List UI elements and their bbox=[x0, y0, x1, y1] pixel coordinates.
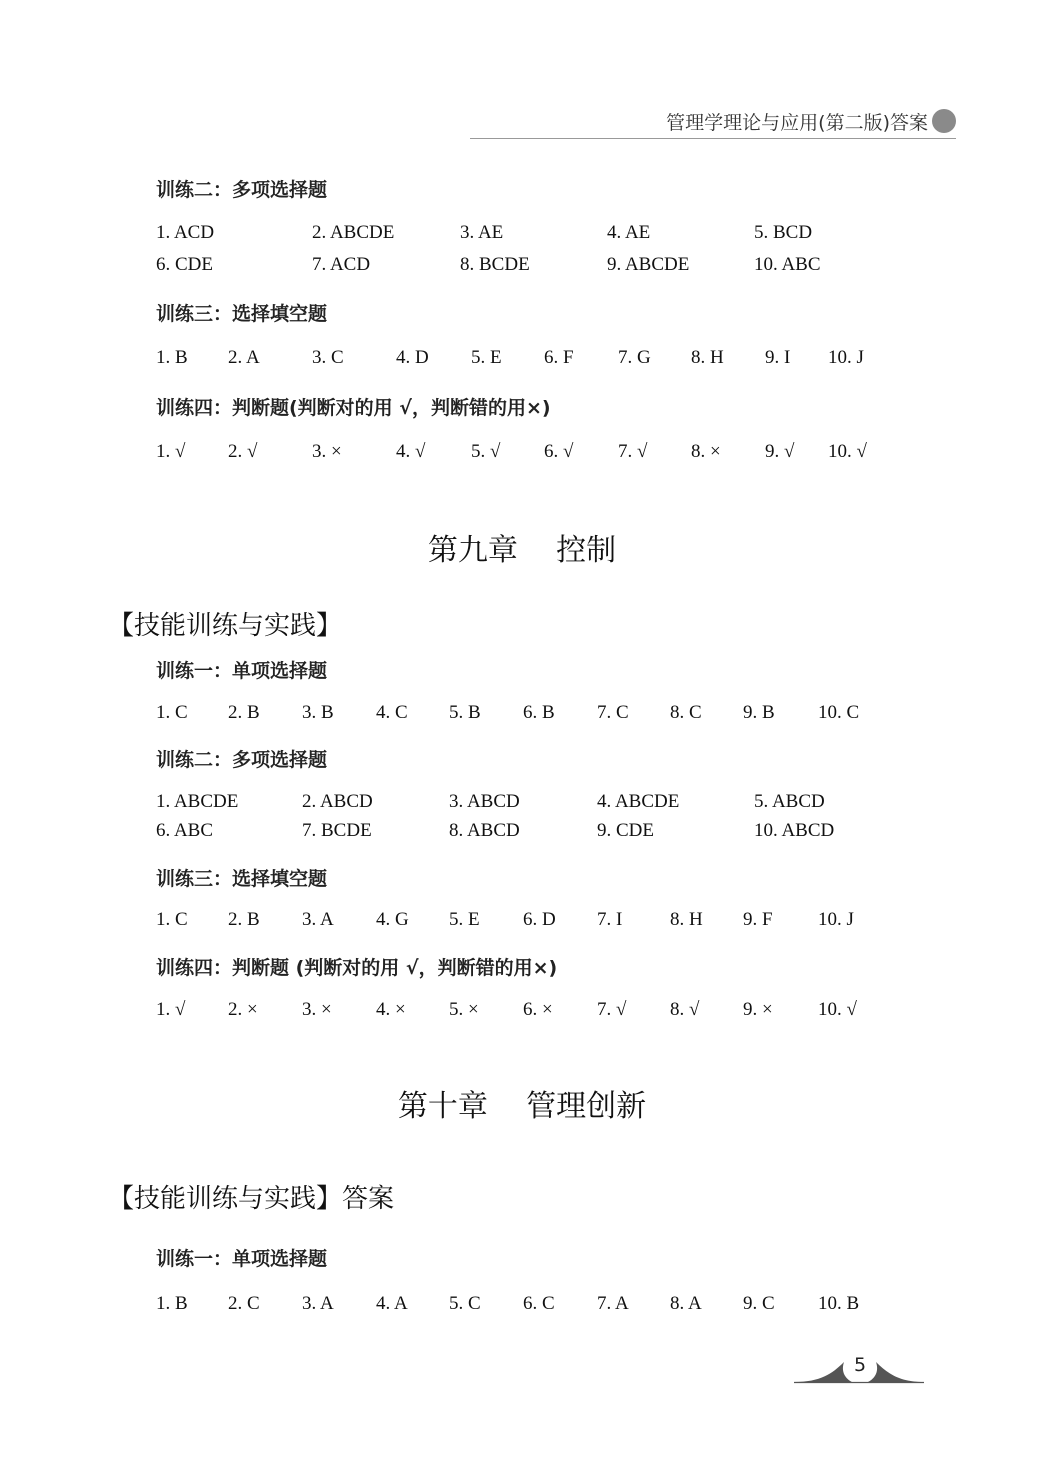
answer: 1. √ bbox=[156, 999, 186, 1020]
answer: 2. ABCDE bbox=[312, 222, 395, 243]
header-dot-icon bbox=[932, 109, 956, 133]
answer: 8. × bbox=[691, 441, 721, 462]
answer: 2. C bbox=[228, 1293, 260, 1314]
answer: 5. B bbox=[449, 702, 481, 723]
answer: 4. A bbox=[376, 1293, 408, 1314]
answer: 7. I bbox=[597, 909, 623, 930]
answer: 8. C bbox=[670, 702, 702, 723]
answer: 3. C bbox=[312, 347, 344, 368]
answer: 5. E bbox=[471, 347, 502, 368]
answer: 1. B bbox=[156, 347, 188, 368]
answer: 1. ABCDE bbox=[156, 791, 239, 812]
answer: 4. ABCDE bbox=[597, 791, 680, 812]
answer: 9. I bbox=[765, 347, 791, 368]
answer: 4. × bbox=[376, 999, 406, 1020]
answer: 4. D bbox=[396, 347, 429, 368]
answer: 9. ABCDE bbox=[607, 254, 690, 275]
answer: 8. ABCD bbox=[449, 820, 520, 841]
answer: 10. B bbox=[818, 1293, 860, 1314]
answer: 9. F bbox=[743, 909, 773, 930]
answer: 2. √ bbox=[228, 441, 258, 462]
top-fill-label: 训练三：选择填空题 bbox=[156, 303, 328, 325]
answer: 8. √ bbox=[670, 999, 700, 1020]
answer: 10. ABC bbox=[754, 254, 821, 275]
answer: 2. × bbox=[228, 999, 258, 1020]
ch9-single-label: 训练一：单项选择题 bbox=[156, 660, 328, 682]
answer: 6. ABC bbox=[156, 820, 214, 841]
answer: 5. BCD bbox=[754, 222, 813, 243]
answer: 3. × bbox=[302, 999, 332, 1020]
answer: 5. √ bbox=[471, 441, 501, 462]
ch9-fill-label: 训练三：选择填空题 bbox=[156, 868, 328, 890]
answer: 5. E bbox=[449, 909, 480, 930]
answer: 4. C bbox=[376, 702, 408, 723]
header-title: 管理学理论与应用(第二版)答案 bbox=[666, 112, 928, 134]
answer: 10. ABCD bbox=[754, 820, 835, 841]
answer: 1. C bbox=[156, 909, 188, 930]
answer: 10. C bbox=[818, 702, 860, 723]
answer: 10. √ bbox=[818, 999, 857, 1020]
chapter-9-section: 【技能训练与实践】 bbox=[108, 611, 343, 641]
answer: 2. ABCD bbox=[302, 791, 373, 812]
answer: 10. J bbox=[828, 347, 864, 368]
answer: 8. A bbox=[670, 1293, 702, 1314]
answer: 7. √ bbox=[618, 441, 648, 462]
answer: 7. G bbox=[618, 347, 651, 368]
answer: 5. ABCD bbox=[754, 791, 825, 812]
answer: 9. √ bbox=[765, 441, 795, 462]
answer: 10. √ bbox=[828, 441, 867, 462]
answer: 4. AE bbox=[607, 222, 651, 243]
answer: 3. AE bbox=[460, 222, 504, 243]
answer: 5. × bbox=[449, 999, 479, 1020]
answer: 7. C bbox=[597, 702, 629, 723]
chapter-10-title: 第十章 管理创新 bbox=[397, 1089, 647, 1124]
top-judge-label: 训练四：判断题(判断对的用 √，判断错的用×) bbox=[156, 397, 551, 419]
page-number: 5 bbox=[853, 1354, 867, 1376]
answer: 1. B bbox=[156, 1293, 188, 1314]
answer: 6. CDE bbox=[156, 254, 213, 275]
answer: 6. C bbox=[523, 1293, 555, 1314]
answer: 6. B bbox=[523, 702, 555, 723]
answer: 1. √ bbox=[156, 441, 186, 462]
answer: 9. CDE bbox=[597, 820, 654, 841]
answer: 6. F bbox=[544, 347, 574, 368]
answer: 2. B bbox=[228, 909, 260, 930]
ch9-judge-label: 训练四：判断题 (判断对的用 √，判断错的用×) bbox=[156, 957, 558, 979]
page-footer bbox=[790, 1352, 930, 1392]
answer: 9. × bbox=[743, 999, 773, 1020]
answer: 4. √ bbox=[396, 441, 426, 462]
chapter-10-section: 【技能训练与实践】答案 bbox=[108, 1184, 395, 1214]
answer: 6. D bbox=[523, 909, 556, 930]
answer: 2. B bbox=[228, 702, 260, 723]
answer: 3. B bbox=[302, 702, 334, 723]
ch9-multi-label: 训练二：多项选择题 bbox=[156, 749, 328, 771]
answer: 9. B bbox=[743, 702, 775, 723]
answer: 1. C bbox=[156, 702, 188, 723]
ch10-single-label: 训练一：单项选择题 bbox=[156, 1248, 328, 1270]
answer: 7. A bbox=[597, 1293, 629, 1314]
answer: 3. × bbox=[312, 441, 342, 462]
answer: 6. × bbox=[523, 999, 553, 1020]
answer: 2. A bbox=[228, 347, 260, 368]
answer: 5. C bbox=[449, 1293, 481, 1314]
answer: 7. ACD bbox=[312, 254, 371, 275]
answer: 6. √ bbox=[544, 441, 574, 462]
running-header bbox=[470, 106, 956, 139]
answer: 10. J bbox=[818, 909, 854, 930]
answer: 3. ABCD bbox=[449, 791, 520, 812]
top-multi-label: 训练二：多项选择题 bbox=[156, 179, 328, 201]
answer: 3. A bbox=[302, 909, 334, 930]
answer: 4. G bbox=[376, 909, 409, 930]
chapter-9-title: 第九章 控制 bbox=[427, 533, 617, 568]
answer: 8. H bbox=[691, 347, 724, 368]
answer: 3. A bbox=[302, 1293, 334, 1314]
answer: 1. ACD bbox=[156, 222, 215, 243]
answer: 9. C bbox=[743, 1293, 775, 1314]
answer: 8. BCDE bbox=[460, 254, 530, 275]
answer: 8. H bbox=[670, 909, 703, 930]
answer: 7. BCDE bbox=[302, 820, 372, 841]
answer: 7. √ bbox=[597, 999, 627, 1020]
